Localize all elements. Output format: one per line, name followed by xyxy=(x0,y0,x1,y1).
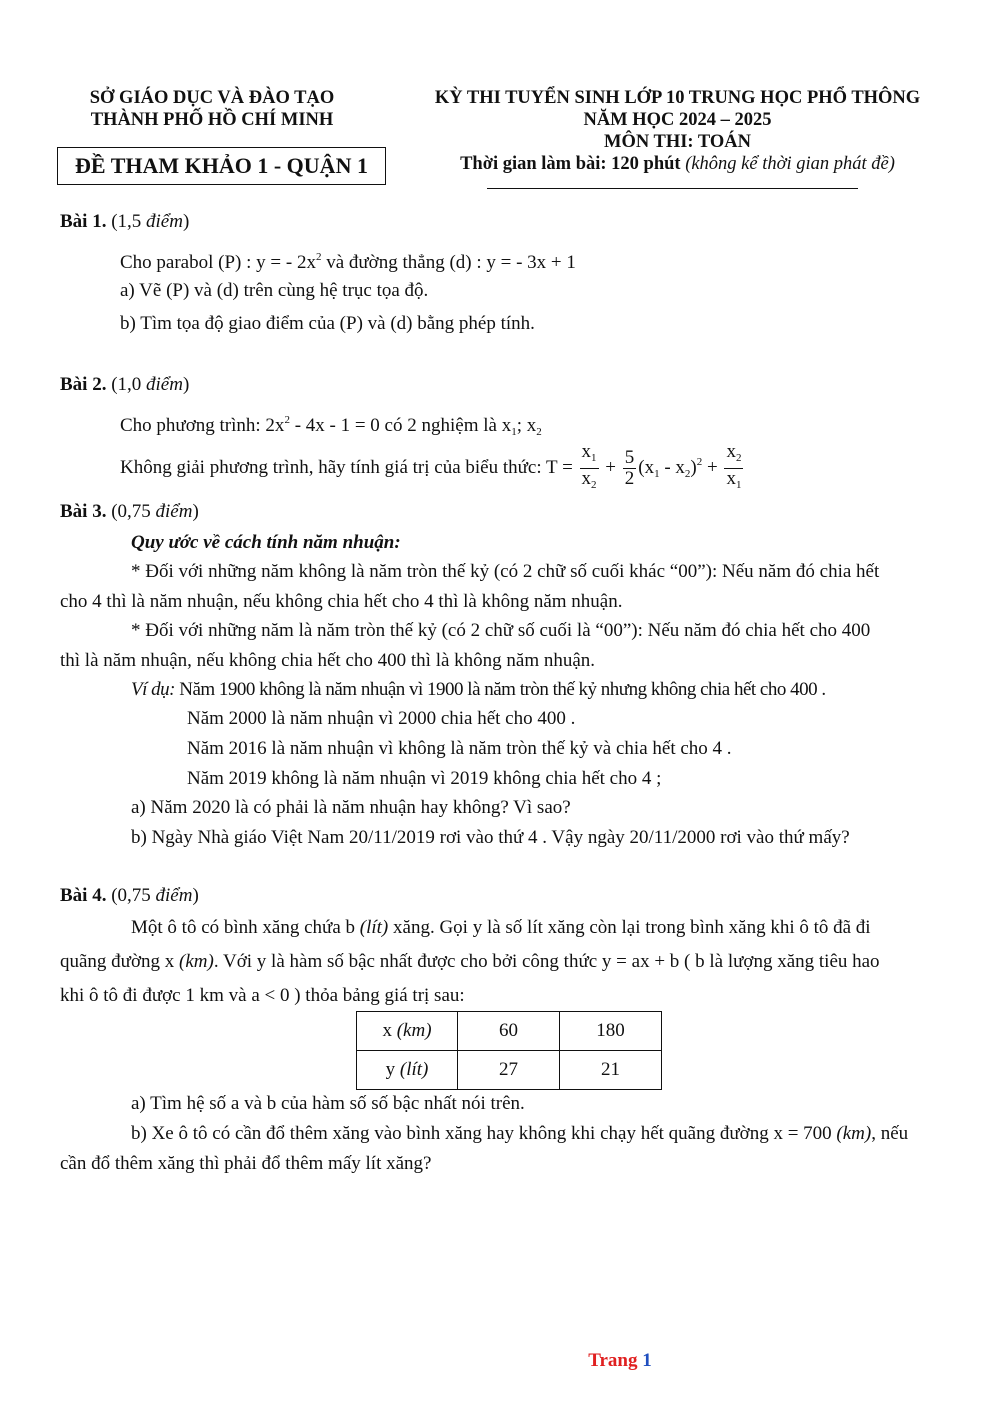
bai2-score-open: (1,0 xyxy=(111,374,147,395)
fraction-x2-over-x1: $\frac{x_2}{x_1}$ xyxy=(726,441,742,492)
bai1-intro-text: Cho parabol xyxy=(120,252,219,273)
value-table xyxy=(356,1011,662,1090)
table-cell: 27 xyxy=(458,1051,560,1090)
example-label: Ví dụ: xyxy=(131,679,175,700)
bai4-heading xyxy=(60,885,199,907)
bai3-score-open: (0,75 xyxy=(111,501,156,522)
example-4: Năm 2019 không là năm nhuận vì 2019 không chia hết cho 4 ; xyxy=(187,768,662,789)
bai1-item-b: b) Tìm tọa độ giao điểm của (P) và (d) bằng phép tính. xyxy=(120,313,535,334)
page-word: Trang xyxy=(588,1350,638,1371)
expression-text: Không giải phương trình, hãy tính giá trị của biểu thức: T = xyxy=(120,457,578,478)
bai4-para-line2: quãng đường x (km). Với y là hàm số bậc nhất được cho bởi công thức y = ax + b ( b là lượng xăng tiêu hao xyxy=(60,951,880,972)
bai1-intro xyxy=(120,246,576,274)
bai1-score-word: điểm xyxy=(146,211,183,232)
bai4-para-line3: khi ô tô đi được 1 km và a < 0 ) thỏa bảng giá trị sau: xyxy=(60,985,465,1006)
bai4-item-a: a) Tìm hệ số a và b của hàm số số bậc nhất nói trên. xyxy=(131,1093,525,1114)
exam-title-line-1: KỲ THI TUYỂN SINH LỚP 10 TRUNG HỌC PHỔ THÔNG xyxy=(434,88,921,108)
exam-title-line-2: NĂM HỌC 2024 – 2025 xyxy=(583,110,772,130)
bai1-score-close: ) xyxy=(182,211,190,232)
exam-title-line-3: MÔN THI: TOÁN xyxy=(604,132,751,152)
paren-close: ) xyxy=(690,457,697,478)
header-underline xyxy=(487,188,858,189)
bai2-title: Bài 2. xyxy=(60,374,107,395)
exam-time-line xyxy=(400,153,955,175)
equation-part-2: - 4x - 1 = 0 có 2 nghiệm là x xyxy=(289,415,512,436)
line-formula: (d) : y = - 3x + 1 xyxy=(449,252,576,273)
bai2-heading xyxy=(60,374,189,396)
root-subscript-1: 1 xyxy=(511,426,517,438)
bai4-item-b-line1: b) Xe ô tô có cần đổ thêm xăng vào bình xăng hay không khi chạy hết quãng đường x = 700 (km), nếu xyxy=(131,1123,909,1144)
bai1-title: Bài 1. xyxy=(60,211,107,232)
equation-part-1: Cho phương trình: 2x xyxy=(120,415,285,436)
department-line-2: THÀNH PHỐ HỒ CHÍ MINH xyxy=(90,110,334,130)
table-cell: 21 xyxy=(560,1051,662,1090)
rule2-line2: thì là năm nhuận, nếu không chia hết cho 400 thì là không năm nhuận. xyxy=(60,650,596,671)
table-cell-y-label: y (lít) xyxy=(357,1051,458,1090)
bai4-para-line1: Một ô tô có bình xăng chứa b (lít) xăng. Gọi y là số lít xăng còn lại trong bình xăng khi ô tô đã đi xyxy=(131,917,871,938)
department-name xyxy=(62,87,362,131)
example-1 xyxy=(131,679,826,701)
table-cell-x-label: x (km) xyxy=(357,1012,458,1051)
example-3: Năm 2016 là năm nhuận vì không là năm tròn thế kỷ và chia hết cho 4 . xyxy=(187,738,732,759)
exam-time: Thời gian làm bài: 120 phút xyxy=(460,154,681,174)
bai2-score-close: ) xyxy=(182,374,190,395)
exam-time-note: (không kể thời gian phát đề) xyxy=(685,154,895,174)
root-separator: ; x xyxy=(516,415,537,436)
plus-sign: + xyxy=(600,457,621,478)
paren-open: (x xyxy=(638,457,655,478)
minus-sign: - x xyxy=(659,457,685,478)
bai1-heading xyxy=(60,211,189,233)
table-cell: 180 xyxy=(560,1012,662,1051)
parabola-formula: (P) : y = - 2x xyxy=(218,252,316,273)
department-line-1: SỞ GIÁO DỤC VÀ ĐÀO TẠO xyxy=(89,88,335,108)
fraction-five-halves: $\frac{5}{2}$ xyxy=(624,447,635,490)
equation-exponent: 2 xyxy=(284,414,290,426)
bai3-score-close: ) xyxy=(192,501,199,522)
bai4-item-b-line2: cần đổ thêm xăng thì phải đổ thêm mấy lít xăng? xyxy=(60,1153,432,1174)
table-row xyxy=(357,1012,662,1051)
bai2-equation xyxy=(120,409,542,443)
example-2: Năm 2000 là năm nhuận vì 2000 chia hết cho 400 . xyxy=(187,708,576,729)
page-footer xyxy=(0,1350,1000,1372)
exam-code-box xyxy=(57,147,386,185)
exam-code-title: ĐỀ THAM KHẢO 1 - QUẬN 1 xyxy=(75,153,368,178)
fraction-x1-over-x2: $\frac{x_1}{x_2}$ xyxy=(581,441,597,492)
table-row xyxy=(357,1051,662,1090)
rule2-line1: * Đối với những năm là năm tròn thế kỷ (có 2 chữ số cuối là “00”): Nếu năm đó chia hết cho 400 xyxy=(131,620,871,641)
page-number: 1 xyxy=(642,1350,652,1371)
exam-title-block xyxy=(400,87,955,175)
bai1-score-open: (1,5 xyxy=(111,211,147,232)
bai4-title: Bài 4. xyxy=(60,885,107,906)
bai3-title: Bài 3. xyxy=(60,501,107,522)
bai4-score-open: (0,75 xyxy=(111,885,156,906)
bai4-score-close: ) xyxy=(192,885,199,906)
bai3-item-b: b) Ngày Nhà giáo Việt Nam 20/11/2019 rơi vào thứ 4 . Vậy ngày 20/11/2000 rơi vào thứ mấy? xyxy=(131,827,850,848)
parabola-exponent: 2 xyxy=(315,251,322,263)
bai3-score-word: điểm xyxy=(155,501,193,522)
table-cell: 60 xyxy=(458,1012,560,1051)
bai4-score-word: điểm xyxy=(155,885,193,906)
bai2-expression: Không giải phương trình, hãy tính giá trị của biểu thức: T = $\frac{x_1}{x_2}$ + $\frac{5}{2}$ $(x_1 - x_2)^2$ + $\frac{x_2}{x_1}$ xyxy=(120,440,745,496)
square-exponent: 2 xyxy=(696,456,703,468)
bai2-score-word: điểm xyxy=(146,374,183,395)
example-1-text: Năm 1900 không là năm nhuận vì 1900 là năm tròn thế kỷ nhưng không chia hết cho 400 . xyxy=(174,679,826,700)
rule1-line2: cho 4 thì là năm nhuận, nếu không chia hết cho 4 thì là không năm nhuận. xyxy=(60,591,623,612)
bai1-intro-text-2: và đường thẳng xyxy=(321,252,450,273)
root-subscript-2: 2 xyxy=(536,426,542,438)
bai1-item-a: a) Vẽ (P) và (d) trên cùng hệ trục tọa độ. xyxy=(120,280,429,301)
rule1-line1: * Đối với những năm không là năm tròn thế kỷ (có 2 chữ số cuối khác “00”): Nếu năm đó chia hết xyxy=(131,561,880,582)
leap-year-rule-title: Quy ước về cách tính năm nhuận: xyxy=(131,532,401,553)
bai3-item-a: a) Năm 2020 là có phải là năm nhuận hay không? Vì sao? xyxy=(131,797,571,818)
bai3-heading xyxy=(60,501,199,523)
plus-sign-2: + xyxy=(702,457,723,478)
